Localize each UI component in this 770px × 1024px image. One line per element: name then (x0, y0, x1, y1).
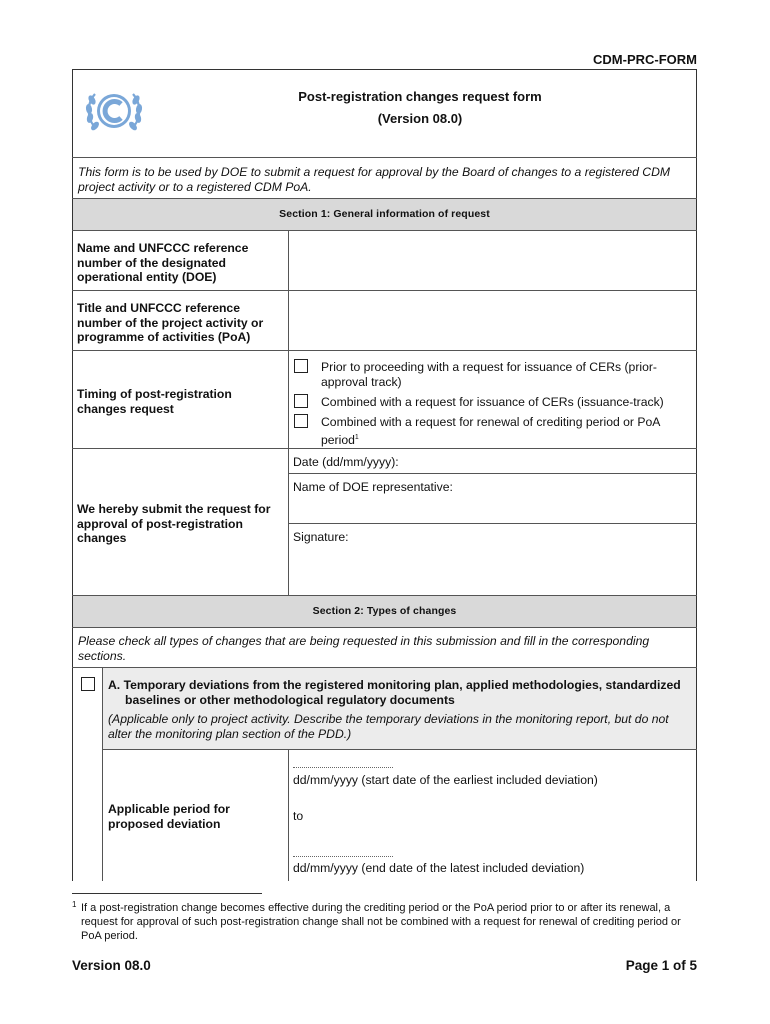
section1-heading: Section 1: General information of request (279, 208, 490, 220)
prior-approval-option: Prior to proceeding with a request for issuance of CERs (prior-approval track) (321, 360, 657, 389)
title-label: Title and UNFCCC reference number of the project activity or programme of activities (PoA) (77, 301, 264, 344)
item-a-title: A. Temporary deviations from the registered monitoring plan, applied methodologies, standardized baselines or other methodological regulatory documents (108, 678, 681, 707)
to-text: to (293, 809, 304, 823)
timing-label: Timing of post-registration changes request (77, 387, 232, 416)
divider (72, 230, 697, 231)
date-label: Date (dd/mm/yyyy): (293, 455, 399, 469)
footnote-ref: 1 (354, 434, 359, 441)
end-date-text: dd/mm/yyyy (end date of the latest included deviation) (293, 861, 585, 875)
issuance-track-option: Combined with a request for issuance of CERs (issuance-track) (321, 395, 664, 409)
form-version: (Version 08.0) (377, 111, 463, 126)
signature-label: Signature: (293, 530, 349, 544)
footnote (72, 901, 702, 943)
form-title: Post-registration changes request form (298, 89, 542, 104)
renewal-checkbox[interactable] (294, 414, 308, 428)
intro-text: This form is to be used by DOE to submit a request for approval by the Board of changes to a registered CDM project activity or to a registered CDM PoA. (78, 165, 671, 194)
divider (72, 350, 697, 351)
doe-rep-label: Name of DOE representative: (293, 480, 453, 494)
start-date-text: dd/mm/yyyy (start date of the earliest included deviation) (293, 773, 598, 787)
footnote-number: 1 (72, 900, 77, 909)
doe-input[interactable] (290, 232, 695, 289)
item-a-checkbox[interactable] (81, 677, 95, 691)
prior-approval-checkbox[interactable] (294, 359, 308, 373)
divider (72, 448, 697, 449)
divider (72, 157, 697, 158)
column-divider (102, 667, 103, 881)
submit-label: We hereby submit the request for approval of post-registration changes (77, 502, 271, 545)
issuance-track-checkbox[interactable] (294, 394, 308, 408)
divider (102, 749, 697, 750)
divider (288, 523, 697, 524)
divider (72, 290, 697, 291)
end-date-blank[interactable] (293, 856, 393, 857)
footnote-text: If a post-registration change becomes effective during the crediting period or the PoA period prior to or after its renewal, a request for approval of such post-registration change shall not be combined with a request for renewal of crediting period or PoA period. (81, 902, 681, 942)
renewal-option (321, 415, 691, 448)
column-divider (288, 230, 289, 595)
section2-heading: Section 2: Types of changes (312, 605, 457, 617)
footer-version: Version 08.0 (72, 958, 151, 973)
divider (72, 627, 697, 628)
footnote-rule (72, 893, 262, 894)
divider (288, 473, 697, 474)
doe-label: Name and UNFCCC reference number of the designated operational entity (DOE) (77, 241, 249, 284)
column-divider (288, 749, 289, 881)
period-label: Applicable period for proposed deviation (108, 802, 230, 831)
form-code: CDM-PRC-FORM (593, 52, 697, 67)
start-date-blank[interactable] (293, 767, 393, 768)
project-title-input[interactable] (290, 292, 695, 349)
renewal-option-text: Combined with a request for renewal of crediting period or PoA period (321, 415, 660, 448)
section2-instruction: Please check all types of changes that are being requested in this submission and fill in the corresponding sections. (78, 634, 650, 663)
item-a-note: (Applicable only to project activity. Describe the temporary deviations in the monitoring report, but do not alter the monitoring plan section of the PDD.) (108, 712, 669, 741)
footer-page-number: Page 1 of 5 (625, 958, 697, 973)
